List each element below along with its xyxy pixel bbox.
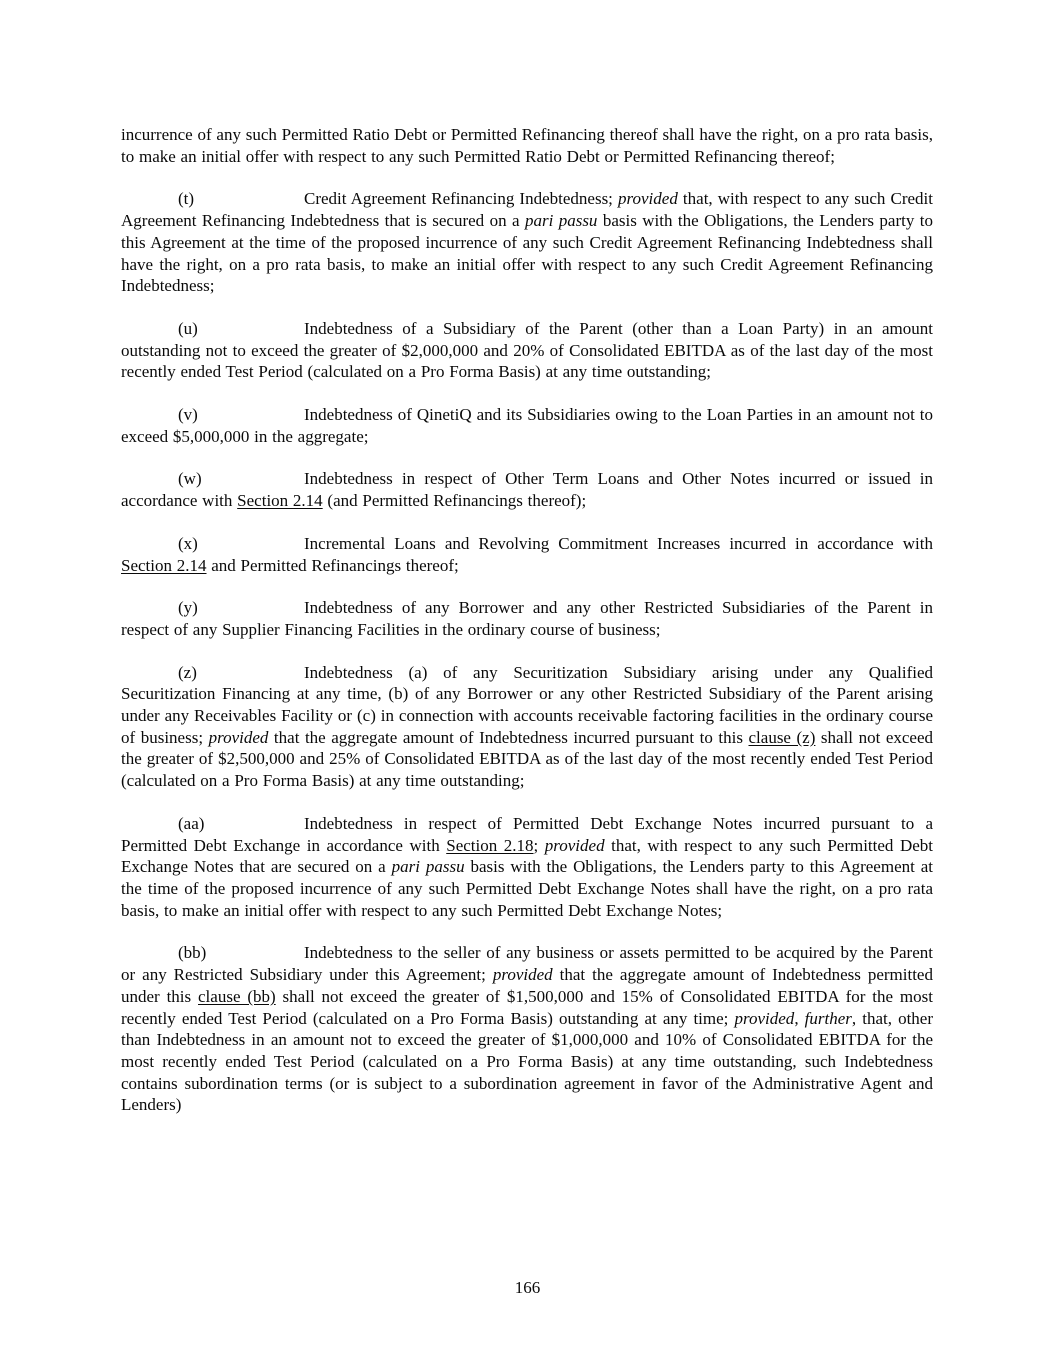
italic-term: pari passu [524, 211, 598, 231]
text-run: (and Permitted Refinancings thereof); [322, 491, 587, 511]
italic-term: provided [618, 189, 678, 209]
paragraph-aa [121, 813, 933, 922]
text-run: basis with the Obligations, the Lenders party to this Agreement at the time of the proposed incurrence of any such Credit Agreement Refinancing Indebtedness shall have the right, on a pro rata basis, to make an initial offer with respect to any such Credit Agreement Refinancing Indebtedness; [121, 211, 933, 296]
text-run: Indebtedness in respect of Permitted Debt Exchange Notes incurred pursuant to a Permitted Debt Exchange in accordance with [121, 813, 933, 855]
text-run: Indebtedness of QinetiQ and its Subsidiaries owing to the Loan Parties in an amount not to exceed $5,000,000 in the aggregate; [121, 405, 933, 446]
text-run: Indebtedness of any Borrower and any other Restricted Subsidiaries of the Parent in respect of any Supplier Financing Facilities in the ordinary course of business; [121, 598, 933, 639]
text-run: Indebtedness to the seller of any business or assets permitted to be acquired by the Parent or any Restricted Subsidiary under this Agreement; [121, 943, 933, 985]
text-run: Indebtedness in respect of Other Term Loans and Other Notes incurred or issued in accordance with [121, 469, 933, 511]
italic-term: provided [492, 965, 553, 985]
paragraph-label: (z) [178, 662, 197, 682]
paragraph-y [121, 597, 933, 640]
paragraph-w [121, 468, 933, 511]
section-reference: Section 2.14 [237, 491, 323, 511]
section-reference: clause (bb) [198, 986, 276, 1006]
italic-term: pari passu [391, 857, 465, 877]
text-run: Credit Agreement Refinancing Indebtedness; [304, 189, 619, 209]
italic-term: further [804, 1008, 852, 1028]
paragraph-label: (u) [178, 318, 198, 338]
text-run: Indebtedness (a) of any Securitization Subsidiary arising under any Qualified Securitization Financing at any time, (b) of any Borrower or any other Restricted Subsidiary of the Parent arising under any Receivables Facility or (c) in connection with accounts receivable factoring facilities in the ordinary course of business; [121, 662, 933, 747]
section-reference: Section 2.18 [446, 835, 534, 855]
paragraph-z [121, 662, 933, 792]
text-run: shall not exceed the greater of $2,500,000 and 25% of Consolidated EBITDA as of the last day of the most recently ended Test Period (calculated on a Pro Forma Basis) at any time outstanding; [121, 727, 934, 791]
paragraph-continuation [121, 124, 933, 167]
text-run: shall not exceed the greater of $1,500,000 and 15% of Consolidated EBITDA for the most recently ended Test Period (calculated on a Pro Forma Basis) outstanding at any time; [121, 986, 933, 1028]
text-run: and Permitted Refinancings thereof; [206, 555, 459, 575]
italic-term: provided [544, 835, 605, 855]
page-number: 166 [514, 1278, 541, 1297]
paragraph-label: (w) [178, 469, 202, 489]
italic-term: provided [208, 727, 269, 747]
text-run: basis with the Obligations, the Lenders party to this Agreement at the time of the proposed incurrence of any such Permitted Debt Exchange Notes shall have the right, on a pro rata basis, to make an initial offer with respect to any such Permitted Debt Exchange Notes; [121, 857, 933, 920]
text-run: incurrence of any such Permitted Ratio Debt or Permitted Refinancing thereof shall have the right, on a pro rata basis, to make an initial offer with respect to any such Permitted Ratio Debt or Permitted Refinancing thereof; [121, 125, 933, 166]
paragraph-label: (v) [178, 405, 198, 425]
text-run: that, with respect to any such Credit Agreement Refinancing Indebtedness that is secured on a [121, 189, 933, 231]
text-run: that, with respect to any such Permitted Debt Exchange Notes that are secured on a [121, 835, 934, 877]
text-run: , [794, 1008, 805, 1028]
paragraph-label: (bb) [178, 943, 207, 963]
paragraph-bb [121, 942, 933, 1116]
text-run: ; [533, 835, 545, 855]
paragraph-label: (x) [178, 533, 198, 553]
text-run: Incremental Loans and Revolving Commitment Increases incurred in accordance with [304, 533, 933, 553]
italic-term: provided [734, 1008, 795, 1028]
section-reference: Section 2.14 [121, 555, 207, 575]
text-run: that the aggregate amount of Indebtedness permitted under this [121, 965, 933, 1006]
paragraph-label: (t) [178, 189, 195, 209]
paragraph-v [121, 404, 933, 447]
text-run: , that, other than Indebtedness in an amount not to exceed the greater of $1,000,000 and 10% of Consolidated EBITDA for the most recently ended Test Period (calculated on a Pro Forma Basis) at any time outstanding, such Indebtedness contains subordination terms (or is subject to a subordination agreement in favor of the Administrative Agent and Lenders) [121, 1008, 933, 1115]
paragraph-label: (aa) [178, 813, 205, 833]
document-body [121, 124, 933, 1116]
paragraph-u [121, 318, 933, 383]
paragraph-label: (y) [178, 598, 198, 618]
text-run: that the aggregate amount of Indebtedness incurred pursuant to this [268, 727, 749, 747]
section-reference: clause (z) [748, 727, 816, 747]
paragraph-x [121, 533, 933, 576]
text-run: Indebtedness of a Subsidiary of the Parent (other than a Loan Party) in an amount outstanding not to exceed the greater of $2,000,000 and 20% of Consolidated EBITDA as of the last day of the most recently ended Test Period (calculated on a Pro Forma Basis) at any time outstanding; [121, 318, 933, 382]
paragraph-t [121, 188, 933, 297]
